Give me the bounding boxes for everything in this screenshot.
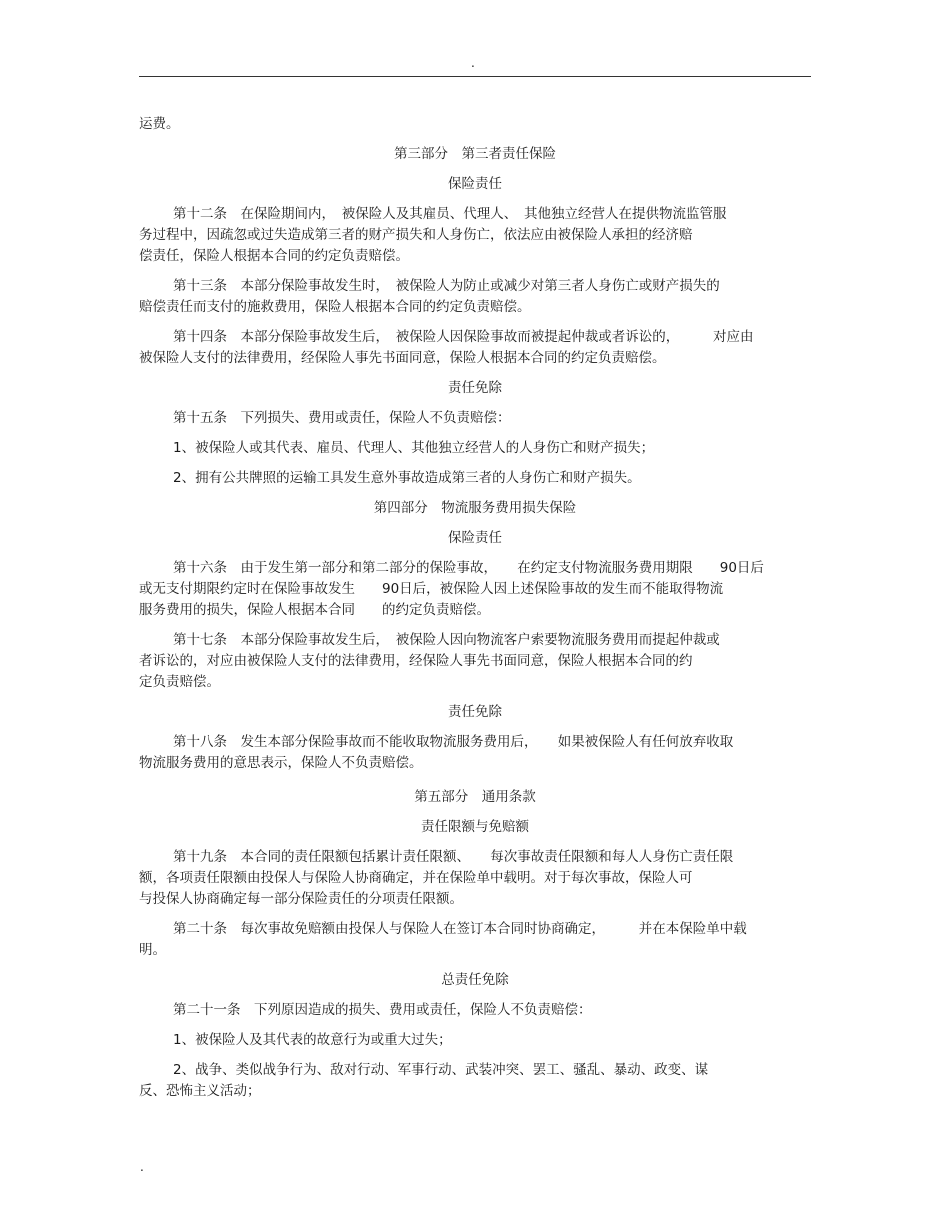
paragraph (139, 1060, 811, 1102)
header-mark: . (471, 56, 475, 70)
paragraph (139, 408, 811, 429)
paragraph (139, 1000, 811, 1021)
text-line: 第十六条 由于发生第一部分和第二部分的保险事故， 在约定支付物流服务费用期限 90日后 (173, 560, 764, 576)
section-heading (139, 702, 811, 723)
paragraph (139, 1030, 811, 1051)
text-line: 赔偿责任而支付的施救费用，保险人根据本合同的约定负责赔偿。 (139, 299, 531, 315)
section-heading (139, 498, 811, 519)
text-line: 第三部分 第三者责任保险 (394, 146, 556, 162)
text-line: 定负责赔偿。 (139, 674, 220, 690)
paragraph (139, 114, 811, 135)
header-rule (139, 76, 811, 77)
text-line: 2、战争、类似战争行为、敌对行动、军事行动、武装冲突、罢工、骚乱、暴动、政变、谋 (173, 1062, 709, 1078)
section-heading (139, 174, 811, 195)
text-line: 第四部分 物流服务费用损失保险 (373, 500, 577, 516)
text-line: 务过程中，因疏忽或过失造成第三者的财产损失和人身伤亡，依法应由被保险人承担的经济赔 (139, 227, 693, 243)
text-line: 与投保人协商确定每一部分保险责任的分项责任限额。 (139, 891, 463, 907)
paragraph (139, 630, 811, 693)
paragraph (139, 276, 811, 318)
text-line: 第五部分 通用条款 (414, 789, 536, 805)
footer-mark: . (140, 1160, 144, 1174)
text-line: 第十五条 下列损失、费用或责任，保险人不负责赔偿： (173, 410, 511, 426)
text-line: 偿责任，保险人根据本合同的约定负责赔偿。 (139, 248, 409, 264)
text-line: 额，各项责任限额由投保人与保险人协商确定，并在保险单中载明。对于每次事故，保险人可 (139, 870, 693, 886)
text-line: 反、恐怖主义活动； (139, 1083, 261, 1099)
text-line: 第二十条 每次事故免赔额由投保人与保险人在签订本合同时协商确定， 并在本保险单中载 (173, 921, 747, 937)
text-line: 第十八条 发生本部分保险事故而不能收取物流服务费用后， 如果被保险人有任何放弃收取 (173, 734, 734, 750)
section-heading (139, 144, 811, 165)
section-heading (139, 528, 811, 549)
paragraph (139, 847, 811, 910)
text-line: 第二十一条 下列原因造成的损失、费用或责任，保险人不负责赔偿： (173, 1002, 592, 1018)
section-heading (139, 970, 811, 991)
text-line: 者诉讼的，对应由被保险人支付的法律费用，经保险人事先书面同意，保险人根据本合同的约 (139, 653, 693, 669)
text-line: 1、被保险人及其代表的故意行为或重大过失； (173, 1032, 452, 1048)
text-line: 保险责任 (448, 176, 502, 192)
text-line: 明。 (139, 942, 166, 958)
text-line: 物流服务费用的意思表示，保险人不负责赔偿。 (139, 755, 423, 771)
text-line: 运费。 (139, 116, 180, 132)
text-line: 第十三条 本部分保险事故发生时， 被保险人为防止或减少对第三者人身伤亡或财产损失的 (173, 278, 720, 294)
text-line: 被保险人支付的法律费用，经保险人事先书面同意，保险人根据本合同的约定负责赔偿。 (139, 350, 666, 366)
section-heading (139, 378, 811, 399)
section-heading (139, 787, 811, 808)
text-line: 责任免除 (448, 704, 502, 720)
paragraph (139, 732, 811, 774)
text-line: 2、拥有公共牌照的运输工具发生意外事故造成第三者的人身伤亡和财产损失。 (173, 470, 641, 486)
text-line: 总责任免除 (441, 972, 509, 988)
paragraph (139, 204, 811, 267)
text-line: 第十七条 本部分保险事故发生后， 被保险人因向物流客户索要物流服务费用而提起仲裁或 (173, 632, 720, 648)
text-line: 或无支付期限约定时在保险事故发生 90日后，被保险人因上述保险事故的发生而不能取得物流 (139, 581, 724, 597)
text-line: 责任免除 (448, 380, 502, 396)
section-heading (139, 817, 811, 838)
paragraph (139, 558, 811, 621)
text-line: 1、被保险人或其代表、雇员、代理人、其他独立经营人的人身伤亡和财产损失； (173, 440, 655, 456)
text-line: 服务费用的损失，保险人根据本合同 的约定负责赔偿。 (139, 602, 490, 618)
paragraph (139, 468, 811, 489)
text-line: 责任限额与免赔额 (421, 819, 529, 835)
text-line: 第十四条 本部分保险事故发生后， 被保险人因保险事故而被提起仲裁或者诉讼的， 对应由 (173, 329, 754, 345)
paragraph (139, 327, 811, 369)
text-line: 第十九条 本合同的责任限额包括累计责任限额、 每次事故责任限额和每人人身伤亡责任限 (173, 849, 734, 865)
text-line: 第十二条 在保险期间内， 被保险人及其雇员、代理人、 其他独立经营人在提供物流监管服 (173, 206, 727, 222)
text-line: 保险责任 (448, 530, 502, 546)
document-body (139, 114, 811, 1102)
paragraph (139, 438, 811, 459)
paragraph (139, 919, 811, 961)
